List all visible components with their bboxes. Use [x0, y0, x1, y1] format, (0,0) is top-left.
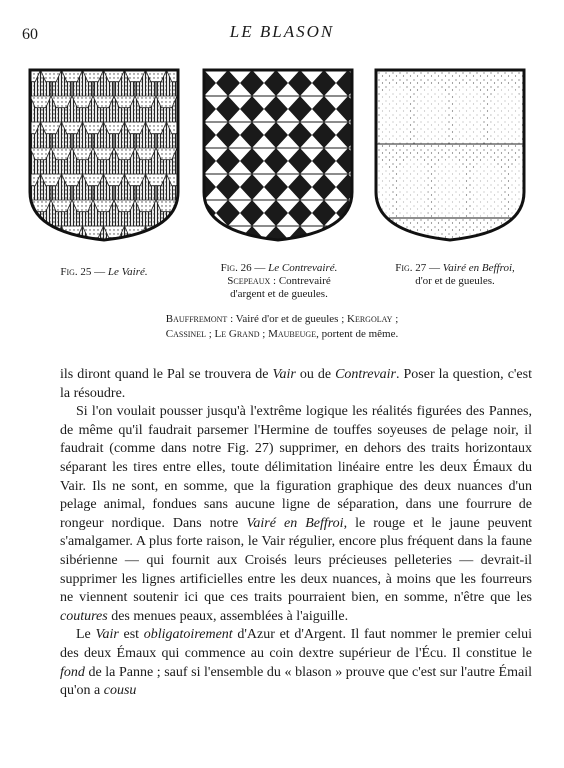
- paragraph-2: Si l'on voulait pousser jusqu'à l'extrême logique les réalités figurées des Pannes, de même qu'il faudrait parsemer l'Hermine de touffes soyeuses de pelage noir, il faudrait (comme dans notre Fig. 27) supprimer, en dehors des traits horizontaux séparant les tires entre elles, toute délimitation linéaire entre les deux Émaux du Vair. Ils ne sont, en somme, que la figuration graphique des deux nuances d'un pelage animal, fondues sans aucune ligne de séparation, dans une fourrure de rongeur nordique. Dans notre Vairé en Beffroi, le rouge et le jaune peuvent s'amalgamer. A plus forte raison, le Vair régulier, encore plus fréquent dans la faune sibérienne — qui fournit aux Croisés leurs précieuses pelleteries — devrait-il supprimer les lignes artificielles entre les deux nuances, à moins que les fourreurs ne viennent soutenir ici que ces traits pourraient bien, en somme, n'être que les coutures des menues peaux, assemblées à l'aiguille.: [60, 404, 532, 624]
- running-head: LE BLASON: [229, 22, 335, 41]
- shield-vaire-en-beffroi-figure: [370, 64, 530, 244]
- armory-examples: Bauffremont : Vairé d'or et de gueules ; Kergolay ; Cassinel ; Le Grand ; Maubeuge, portent de même.: [165, 313, 399, 340]
- figure-26-caption: Fig. 26 — Le Contrevairé. Scepeaux : Contrevairé d'argent et de gueules.: [220, 262, 338, 300]
- page-number: 60: [22, 26, 38, 43]
- paragraph-3: Le Vair est obligatoirement d'Azur et d'Argent. Il faut nommer le premier celui des deux Émaux qui commence au coin dextre supérieur de l'Écu. Il constitue le fond de la Panne ; sauf si l'ensemble du « blason » prouve que c'est sur l'autre Émail qu'on a cousu: [60, 627, 533, 699]
- shield-contrevaire-figure: [198, 64, 358, 244]
- body-text: [60, 366, 532, 701]
- shield-vaire-figure: [24, 64, 184, 244]
- figure-25-caption: Fig. 25 — Le Vairé.: [60, 266, 148, 278]
- figure-27-caption: Fig. 27 — Vairé en Beffroi, d'or et de gueules.: [395, 262, 515, 287]
- paragraph-1: ils diront quand le Pal se trouvera de Vair ou de Contrevair. Poser la question, c'est la résoudre.: [60, 367, 532, 401]
